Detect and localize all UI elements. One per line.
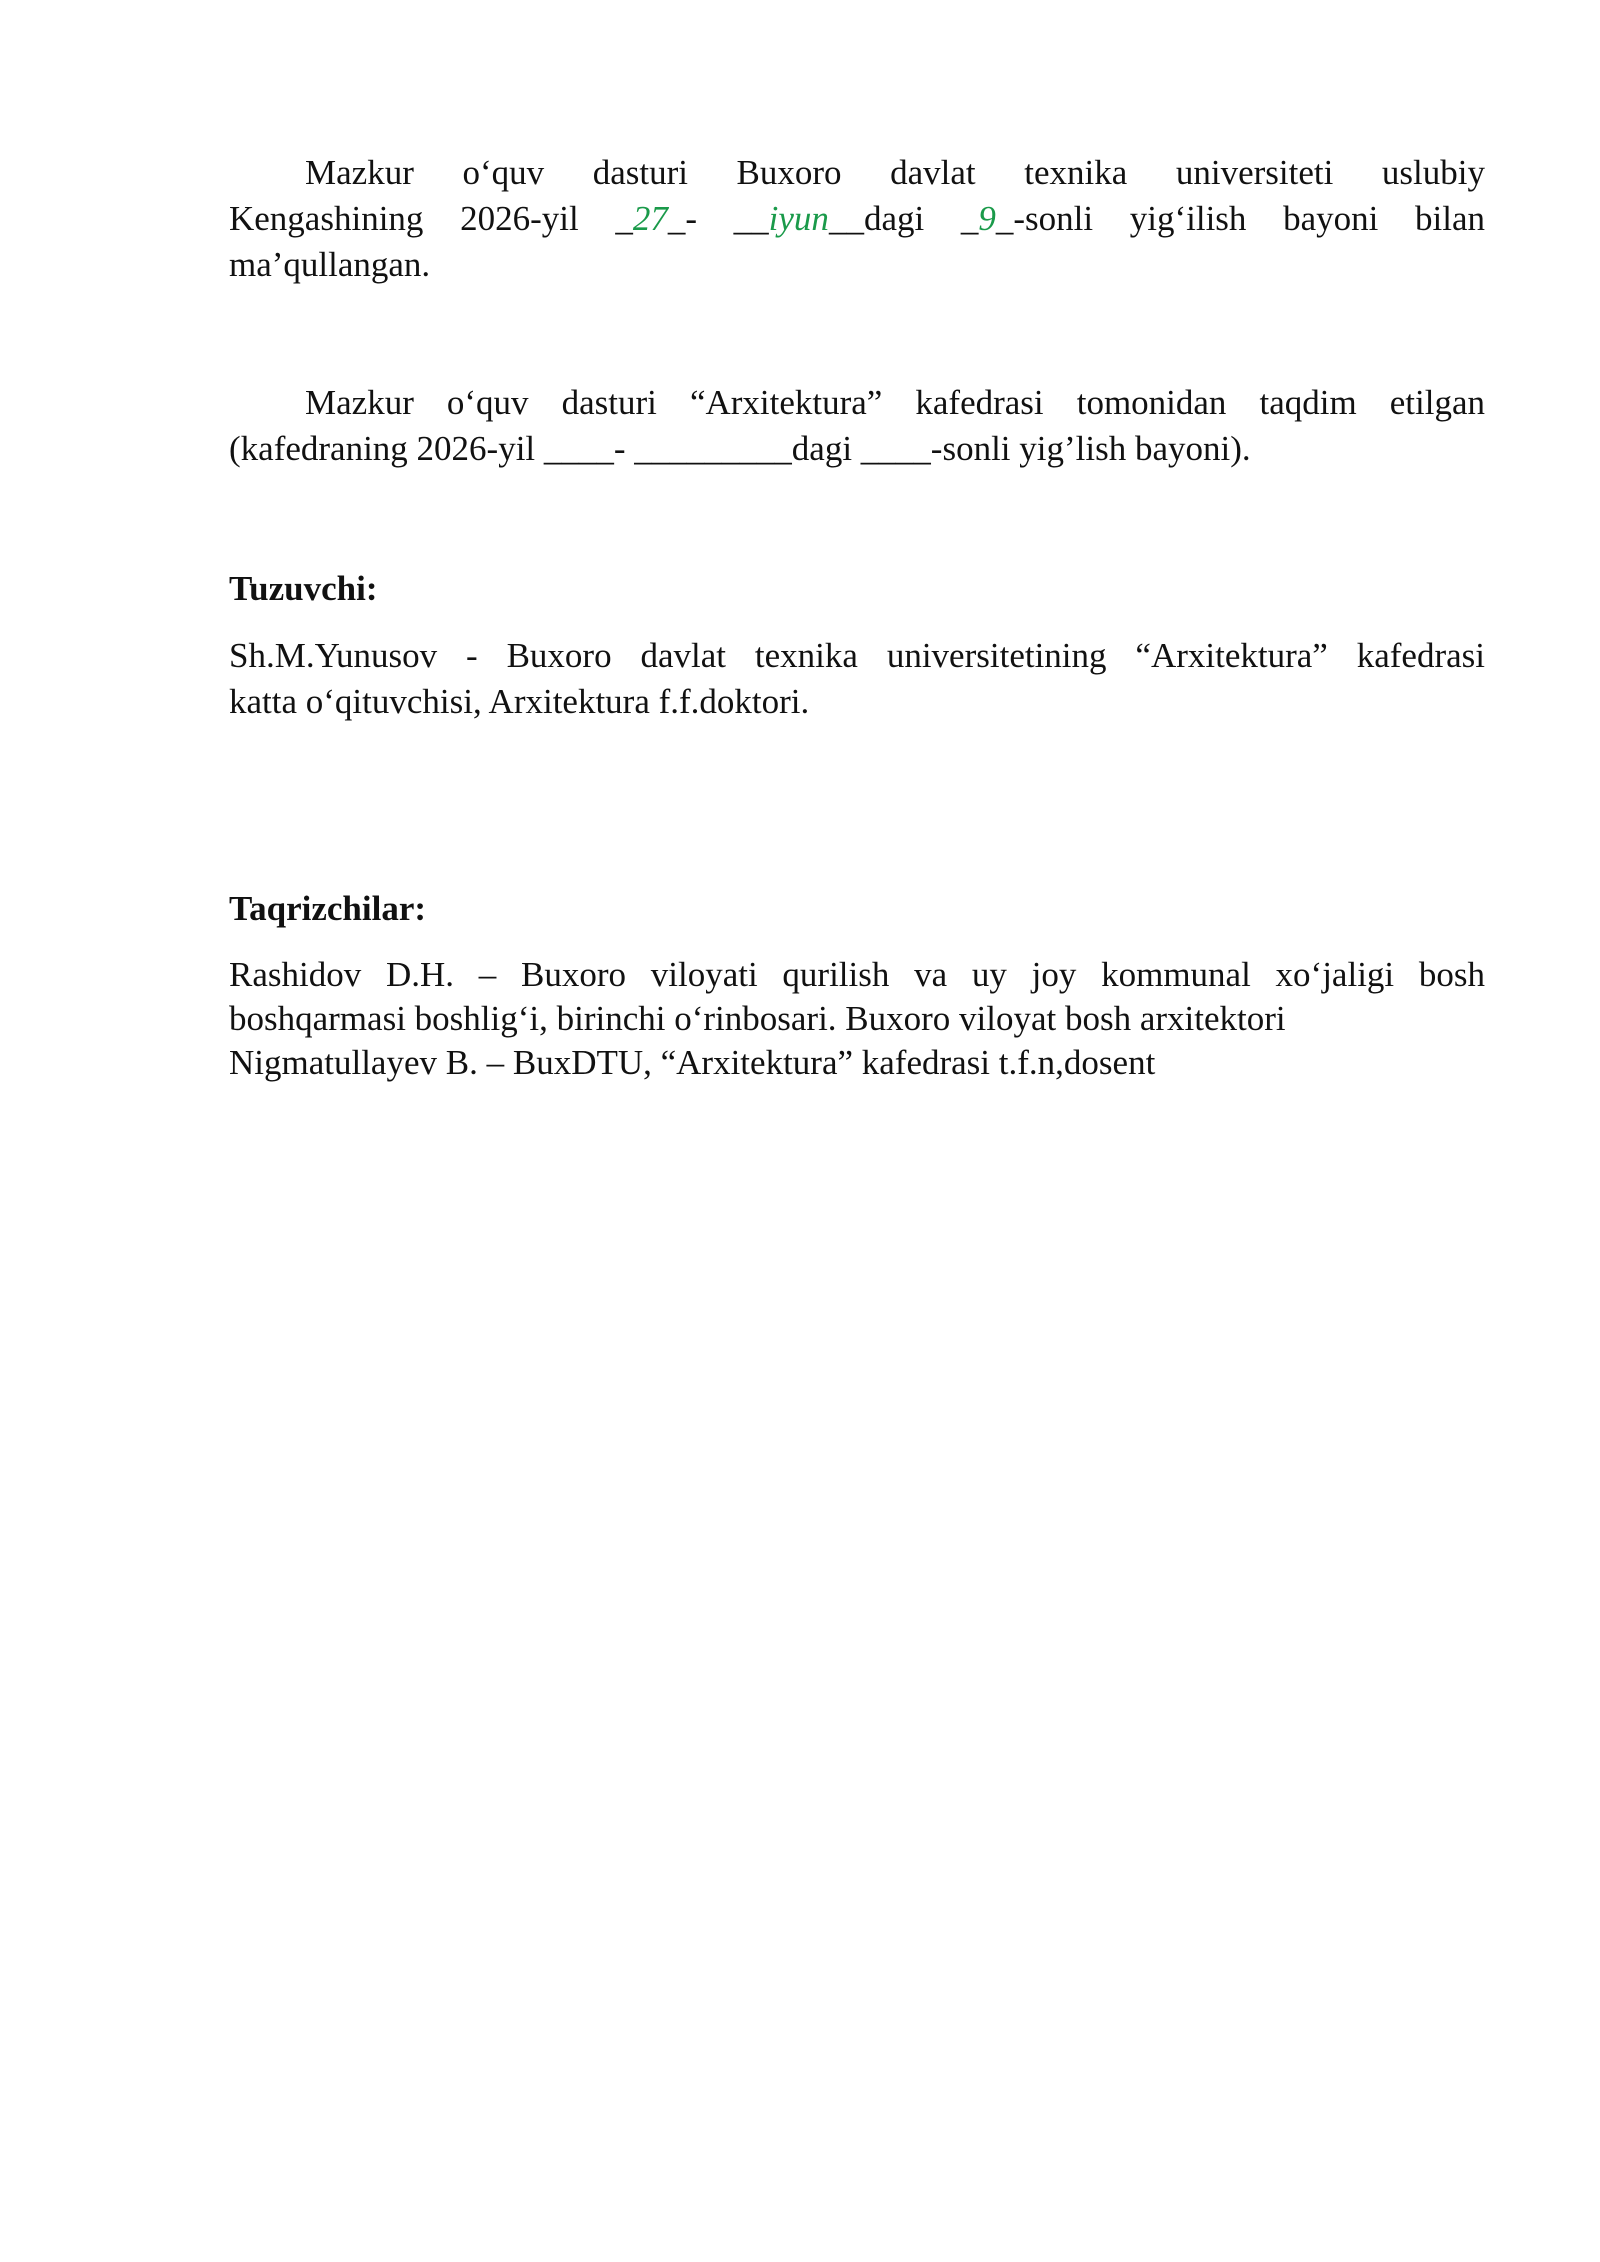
approval-month: iyun — [768, 199, 829, 238]
approval-text-b: _- __ — [667, 199, 769, 238]
approval-line-1: Mazkur o‘quv dasturi Buxoro davlat texnika universiteti uslubiy — [305, 153, 1485, 192]
approval-text-d: _-sonli yig‘ilish bayoni bilan — [995, 199, 1485, 238]
approval-line-3: ma’qullangan. — [229, 245, 431, 284]
approval-line-2 — [229, 196, 1485, 242]
department-paragraph — [229, 380, 1485, 472]
department-line-1: Mazkur o‘quv dasturi “Arxitektura” kafedrasi tomonidan taqdim etilgan — [305, 383, 1485, 422]
reviewers-paragraph — [229, 953, 1485, 1085]
reviewers-line-3: Nigmatullayev B. – BuxDTU, “Arxitektura” kafedrasi t.f.n,dosent — [229, 1043, 1156, 1082]
department-line-2: (kafedraning 2026-yil ____- _________dagi ____-sonli yig’lish bayoni). — [229, 429, 1251, 468]
approval-number: 9 — [978, 199, 996, 238]
approval-paragraph — [229, 150, 1485, 288]
author-line-2: katta o‘qituvchisi, Arxitektura f.f.doktori. — [229, 682, 810, 721]
reviewers-line-1: Rashidov D.H. – Buxoro viloyati qurilish va uy joy kommunal xo‘jaligi bosh — [229, 955, 1485, 994]
approval-day: 27 — [632, 199, 668, 238]
approval-text-c: __dagi _ — [828, 199, 979, 238]
reviewers-line-2: boshqarmasi boshlig‘i, birinchi o‘rinbosari. Buxoro viloyat bosh arxitektori — [229, 999, 1286, 1038]
author-heading: Tuzuvchi: — [229, 569, 378, 608]
approval-text-a: Kengashining 2026-yil _ — [229, 199, 633, 238]
author-paragraph — [229, 633, 1485, 725]
author-line-1: Sh.M.Yunusov - Buxoro davlat texnika universitetining “Arxitektura” kafedrasi — [229, 636, 1485, 675]
reviewers-heading: Taqrizchilar: — [229, 889, 427, 928]
